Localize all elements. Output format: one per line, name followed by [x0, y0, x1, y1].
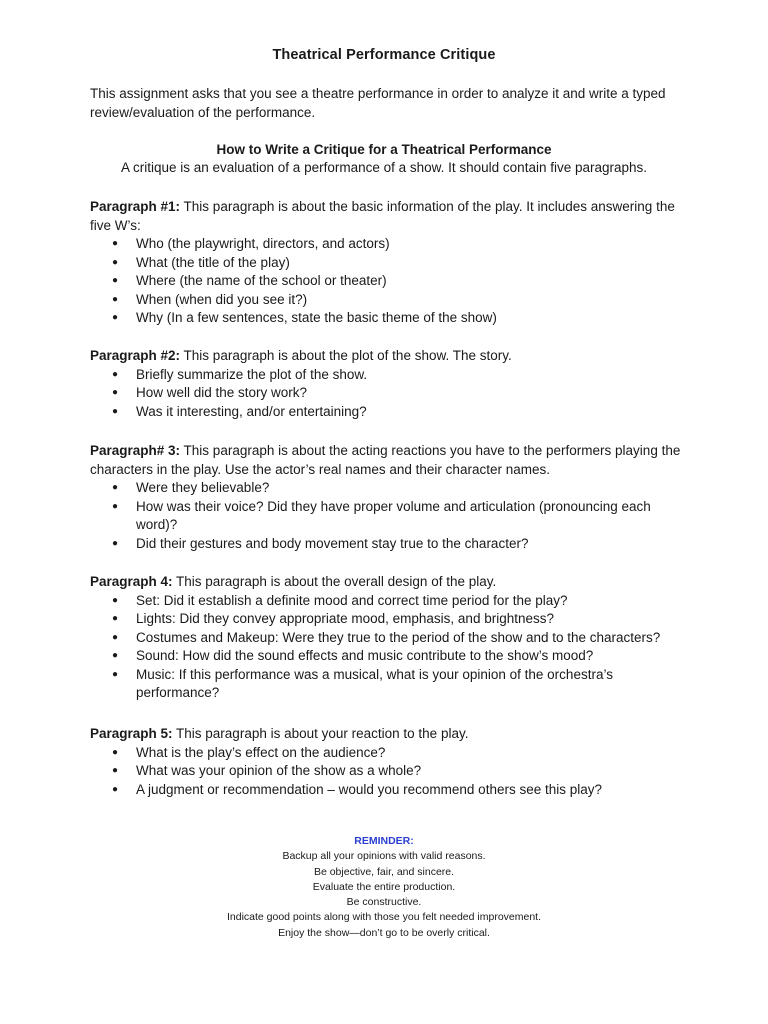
howto-heading: How to Write a Critique for a Theatrical Performance: [216, 142, 552, 157]
bullet-icon: ●: [112, 613, 119, 624]
list-item: [90, 610, 690, 629]
howto-subtitle: A critique is an evaluation of a performance of a show. It should contain five paragraphs.: [120, 160, 648, 175]
list-item: [90, 291, 690, 310]
document-title: Theatrical Performance Critique: [272, 47, 496, 63]
reminder-line: Be constructive.: [346, 896, 422, 909]
list-item-text: Set: Did it establish a definite mood and correct time period for the play?: [136, 592, 568, 608]
paragraph-1-label: Paragraph #1:: [90, 199, 181, 214]
paragraph-5-lead: [90, 725, 690, 744]
paragraph-4-lead: [90, 573, 690, 592]
paragraph-3-text: This paragraph is about the acting reactions you have to the performers playing the characters in the play. Use the actor’s real names and their character names.: [90, 443, 681, 477]
list-item: [90, 592, 690, 611]
list-item: [90, 384, 690, 403]
reminder-line: Be objective, fair, and sincere.: [313, 865, 455, 878]
list-item: [90, 479, 690, 498]
list-item: [90, 403, 690, 422]
paragraph-3-label: Paragraph# 3:: [90, 443, 181, 458]
bullet-icon: ●: [112, 537, 119, 549]
bullet-icon: ●: [112, 238, 119, 249]
paragraph-3-lead: [90, 442, 690, 479]
list-item: [90, 366, 690, 385]
bullet-icon: ●: [112, 765, 119, 776]
paragraph-4-section: [90, 573, 690, 703]
list-item-text: Why (In a few sentences, state the basic theme of the show): [136, 310, 497, 325]
list-item: [90, 535, 690, 554]
paragraph-4-list: [90, 592, 690, 703]
bullet-icon: ●: [112, 500, 119, 512]
reminder-line: Backup all your opinions with valid reasons.: [282, 850, 486, 863]
bullet-icon: ●: [112, 368, 119, 380]
bullet-icon: ●: [112, 275, 119, 286]
paragraph-3-section: [90, 442, 690, 553]
paragraph-2-lead: [90, 347, 690, 366]
list-item-text: What (the title of the play): [136, 254, 290, 270]
reminder-box: [0, 834, 768, 941]
paragraph-1-text: This paragraph is about the basic information of the play. It includes answering the five W’s:: [90, 199, 675, 233]
list-item-text: Costumes and Makeup: Were they true to the period of the show and to the characters?: [136, 629, 661, 645]
list-item: [90, 666, 656, 703]
reminder-line: Enjoy the show—don’t go to be overly critical.: [278, 926, 490, 939]
bullet-icon: ●: [112, 293, 119, 305]
reminder-line: Evaluate the entire production.: [312, 880, 456, 893]
list-item-text: Where (the name of the school or theater): [136, 273, 387, 288]
list-item: [90, 647, 690, 666]
list-item-text: Were they believable?: [136, 480, 270, 495]
bullet-icon: ●: [112, 482, 119, 493]
paragraph-1-lead: [90, 198, 690, 235]
bullet-icon: ●: [112, 746, 119, 758]
list-item: [90, 309, 690, 328]
bullet-icon: ●: [112, 387, 119, 398]
list-item: [90, 254, 690, 273]
list-item: [90, 629, 690, 648]
paragraph-1-section: [90, 198, 690, 328]
list-item: [90, 762, 690, 781]
list-item-text: Was it interesting, and/or entertaining?: [136, 403, 367, 419]
list-item-text: How well did the story work?: [136, 385, 308, 400]
intro-text: This assignment asks that you see a theatre performance in order to analyze it and write a typed review/evaluation of the performance.: [90, 86, 666, 120]
list-item-text: Lights: Did they convey appropriate mood, emphasis, and brightness?: [136, 611, 554, 626]
list-item: [90, 498, 676, 535]
paragraph-2-section: [90, 347, 690, 421]
paragraph-5-section: [90, 725, 690, 799]
list-item-text: A judgment or recommendation – would you recommend others see this play?: [136, 781, 603, 797]
list-item: [90, 235, 690, 254]
paragraph-2-list: [90, 366, 690, 422]
paragraph-4-label: Paragraph 4:: [90, 574, 173, 589]
list-item: [90, 781, 690, 800]
paragraph-1-list: [90, 235, 690, 328]
reminder-title: REMINDER:: [354, 835, 414, 847]
list-item: [90, 272, 690, 291]
bullet-icon: ●: [112, 650, 119, 661]
reminder-line: Indicate good points along with those you felt needed improvement.: [226, 911, 542, 924]
list-item-text: When (when did you see it?): [136, 291, 308, 307]
list-item-text: What was your opinion of the show as a whole?: [136, 763, 422, 778]
bullet-icon: ●: [112, 405, 119, 417]
list-item-text: Music: If this performance was a musical, what is your opinion of the orchestra’s performance?: [136, 666, 613, 700]
paragraph-5-text: This paragraph is about your reaction to the play.: [172, 726, 469, 741]
paragraph-3-list: [90, 479, 690, 553]
paragraph-5-list: [90, 744, 690, 800]
bullet-icon: ●: [112, 594, 119, 606]
bullet-icon: ●: [112, 312, 119, 323]
list-item-text: Briefly summarize the plot of the show.: [136, 366, 368, 382]
list-item-text: What is the play’s effect on the audience?: [136, 744, 386, 760]
bullet-icon: ●: [112, 256, 119, 268]
bullet-icon: ●: [112, 783, 119, 795]
list-item: [90, 744, 690, 763]
list-item-text: How was their voice? Did they have proper volume and articulation (pronouncing each word)?: [136, 498, 651, 532]
paragraph-5-label: Paragraph 5:: [90, 726, 173, 741]
paragraph-2-text: This paragraph is about the plot of the show. The story.: [180, 348, 512, 363]
paragraph-2-label: Paragraph #2:: [90, 348, 181, 363]
list-item-text: Did their gestures and body movement stay true to the character?: [136, 535, 529, 551]
list-item-text: Who (the playwright, directors, and actors): [136, 236, 390, 251]
bullet-icon: ●: [112, 631, 119, 643]
list-item-text: Sound: How did the sound effects and music contribute to the show’s mood?: [136, 648, 594, 663]
paragraph-4-text: This paragraph is about the overall design of the play.: [172, 574, 497, 589]
bullet-icon: ●: [112, 668, 119, 680]
